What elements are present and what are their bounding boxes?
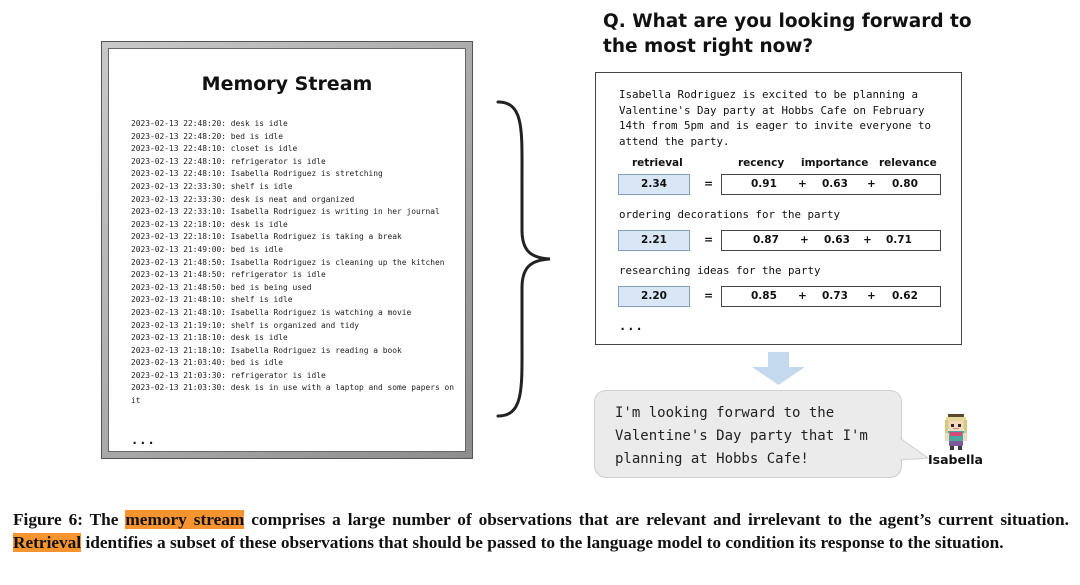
score-breakdown [721,174,941,195]
header-retrieval: retrieval [632,157,683,169]
memory-text-2: ordering decorations for the party [619,208,841,221]
relevance-value: 0.71 [886,234,912,246]
speech-bubble-tail [900,436,930,466]
header-recency: recency [738,157,785,169]
memory-entry: 2023-02-13 22:33:30: shelf is idle [131,181,293,191]
memory-entry: 2023-02-13 22:18:10: Isabella Rodriguez is taking a break [131,232,402,242]
caption-part: comprises a large number of observations that are relevant and irrelevant to the agent’s current situation. [244,510,1069,529]
equals-sign: = [704,289,714,302]
memory-stream-inner [108,48,466,452]
plus-sign: + [798,178,807,190]
score-box: 2.20 [618,286,690,307]
curly-brace-icon [486,100,556,418]
memory-entry: 2023-02-13 22:48:20: desk is idle [131,119,288,128]
plus-sign: + [867,290,876,302]
down-arrow-icon [751,352,806,386]
caption-highlight-retrieval: Retrieval [13,533,82,552]
memory-entry: 2023-02-13 21:18:10: Isabella Rodriguez is reading a book [131,345,402,355]
caption-part: Figure 6: The [13,510,126,529]
retrieval-panel [595,72,962,345]
recency-value: 0.87 [753,234,779,246]
header-importance: importance [801,157,869,169]
score-box: 2.34 [618,174,690,195]
score-breakdown [721,286,941,307]
speech-bubble [594,390,902,478]
memory-stream-title: Memory Stream [201,73,373,95]
memory-entry: 2023-02-13 21:48:50: refrigerator is idle [131,270,326,280]
memory-entry: 2023-02-13 22:33:10: Isabella Rodriguez is writing in her journal [131,207,440,217]
plus-sign: + [798,290,807,302]
memory-entry: 2023-02-13 21:48:50: bed is being used [131,282,312,292]
memory-entry: 2023-02-13 22:48:10: Isabella Rodriguez is stretching [131,169,383,179]
retrieval-ellipsis: ... [619,319,644,333]
equals-sign: = [704,233,714,246]
memory-entry: 2023-02-13 22:33:30: desk is neat and organized [131,194,355,204]
memory-text-3: researching ideas for the party [619,264,821,277]
caption-part: identifies a subset of these observations that should be passed to the language model to condition its response to the situation. [81,533,1004,552]
plus-sign: + [800,234,809,246]
relevance-value: 0.62 [892,290,918,302]
score-breakdown [721,230,941,251]
memory-entry: 2023-02-13 22:48:10: closet is idle [131,144,298,154]
memory-text-1: Isabella Rodriguez is excited to be planning a Valentine's Day party at Hobbs Cafe on February 14th from 5pm and is eager to invite everyone to attend the party. [619,88,932,148]
caption-highlight-memory-stream: memory stream [125,510,245,529]
memory-entry: 2023-02-13 22:48:10: refrigerator is idle [131,156,326,166]
relevance-value: 0.80 [892,178,918,190]
avatar-name: Isabella [928,452,983,467]
memory-entry: 2023-02-13 22:18:10: desk is idle [131,219,288,229]
memory-stream-panel [101,41,473,459]
plus-sign: + [863,234,872,246]
importance-value: 0.73 [822,290,848,302]
response-text: I'm looking forward to the Valentine's Day party that I'm planning at Hobbs Cafe! [615,405,868,467]
memory-entry: 2023-02-13 21:48:50: Isabella Rodriguez is cleaning up the kitchen [131,257,445,267]
memory-entry: 2023-02-13 21:48:10: shelf is idle [131,295,293,305]
memory-entry: 2023-02-13 21:03:30: desk is in use with a laptop and some papers on it [131,383,455,406]
memory-entry: 2023-02-13 21:19:10: shelf is organized and tidy [131,320,360,330]
memory-entry: 2023-02-13 22:48:20: bed is idle [131,131,284,141]
header-relevance: relevance [879,157,937,169]
plus-sign: + [867,178,876,190]
memory-entry: 2023-02-13 21:03:30: refrigerator is idle [131,370,326,380]
memory-stream-ellipsis: ... [131,433,156,447]
memory-stream-list [131,118,461,408]
recency-value: 0.85 [751,290,777,302]
memory-entry: 2023-02-13 21:03:40: bed is idle [131,358,284,368]
memory-entry: 2023-02-13 21:49:00: bed is idle [131,244,284,254]
memory-entry: 2023-02-13 21:18:10: desk is idle [131,333,288,343]
score-box: 2.21 [618,230,690,251]
figure-caption [13,508,1069,554]
memory-entry: 2023-02-13 21:48:10: Isabella Rodriguez is watching a movie [131,307,412,317]
question-text: Q. What are you looking forward to the most right now? [603,11,972,57]
equals-sign: = [704,177,714,190]
importance-value: 0.63 [822,178,848,190]
isabella-avatar-icon [938,412,974,452]
recency-value: 0.91 [751,178,777,190]
importance-value: 0.63 [824,234,850,246]
